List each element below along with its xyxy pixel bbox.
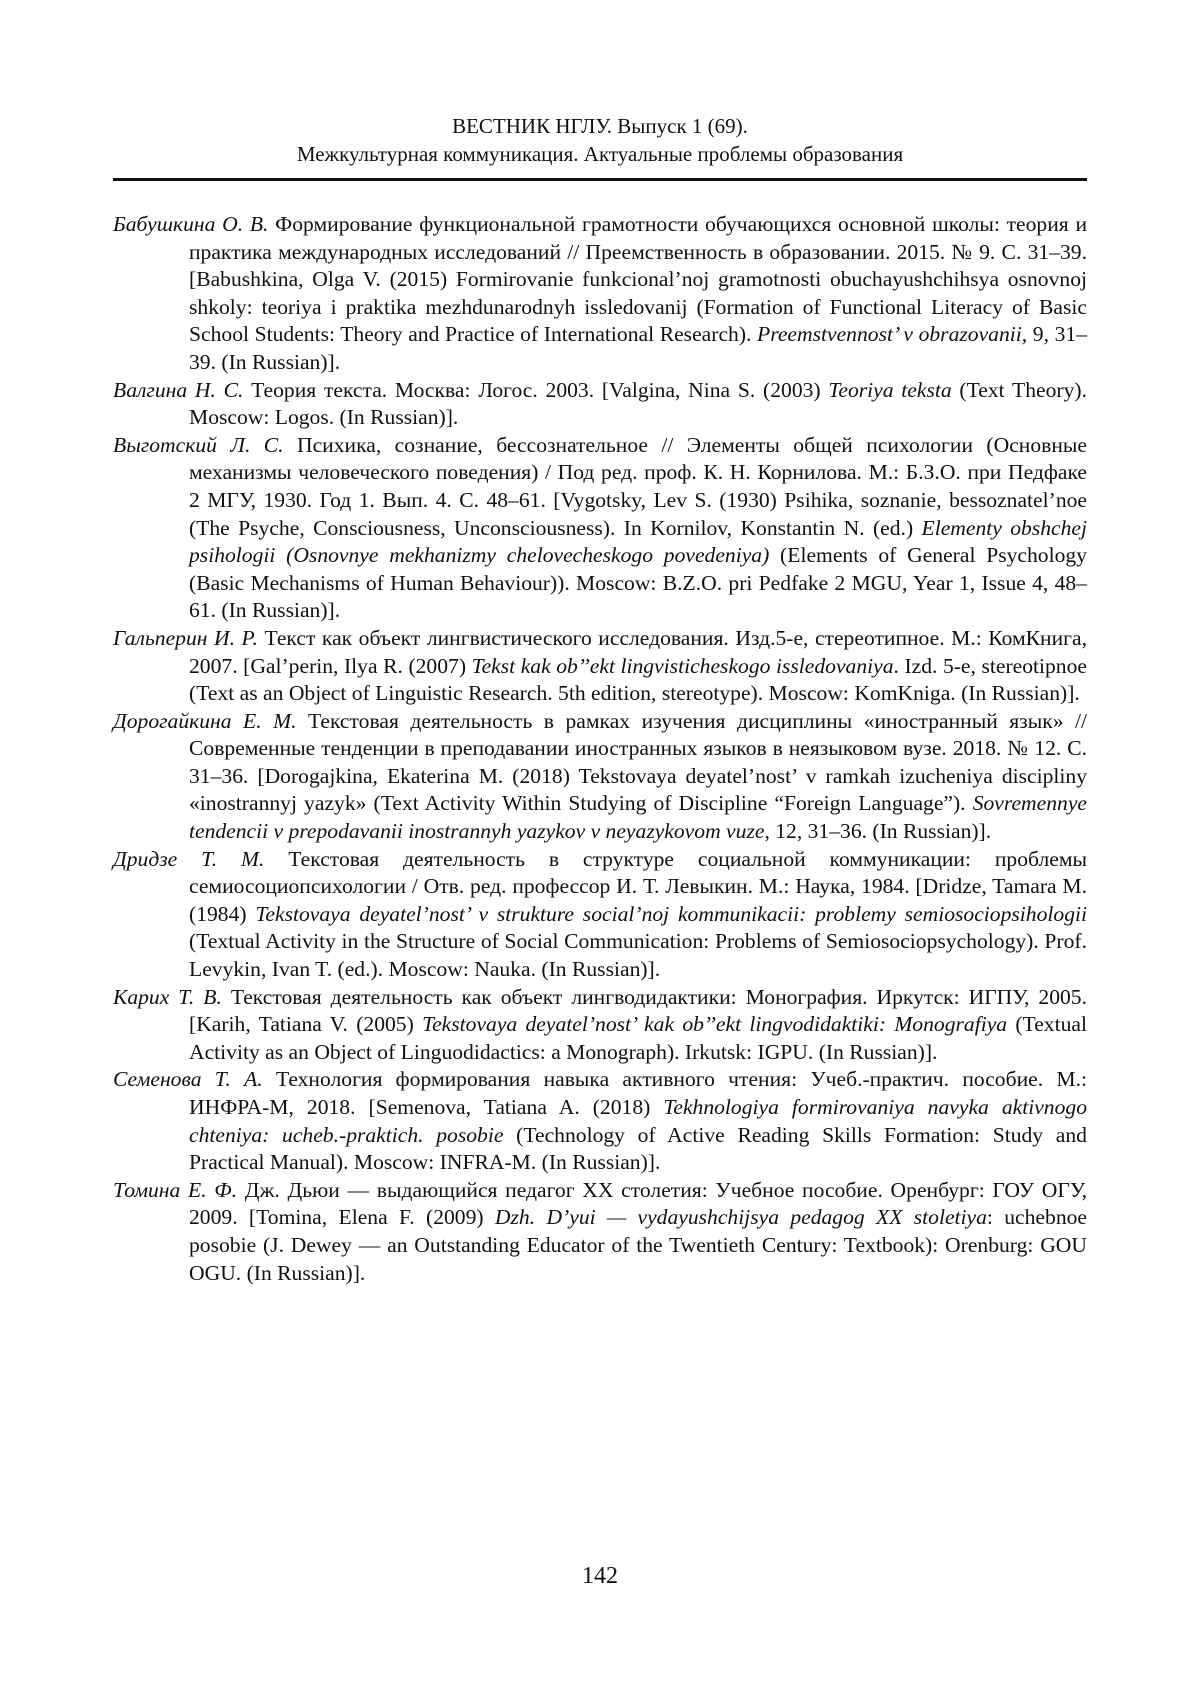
reference-author: Семенова Т. А.	[113, 1067, 263, 1092]
reference-text: Технология формирования навыка активного чтения: Учеб.-практич. пособие. М.: ИНФРА-М, 2018. [Semenova, Tatiana A. (2018)	[189, 1067, 1087, 1119]
page-number: 142	[582, 1563, 618, 1589]
reference-italic-title: Elementy obshchej psihologii (Osnovnye mekhanizmy chelovecheskogo povedeniya)	[189, 515, 1087, 568]
reference-author: Томина Е. Ф.	[113, 1177, 238, 1202]
reference-italic-title: Tekstovaya deyatel’nost’ kak ob’’ekt lingvodidaktiki: Monografiya	[422, 1012, 1008, 1037]
reference-text-end: (Textual Activity in the Structure of Social Communication: Problems of Semiosociopsychology). Prof. Levykin, Ivan T. (ed.). Moscow: Nauka. (In Russian)].	[189, 929, 1087, 982]
reference-author: Гальперин И. Р.	[113, 625, 258, 650]
reference-text: Текст как объект лингвистического исследования. Изд.5-е, стереотипное. М.: КомКнига, 2007. [Gal’perin, Ilya R. (2007)	[189, 625, 1087, 678]
reference-text: Психика, сознание, бессознательное // Элементы общей психологии (Основные механизмы человеческого поведения) / Под ред. проф. К. Н. Корнилова. М.: Б.З.О. при Педфаке 2 МГУ, 1930. Год 1. Вып. 4. С. 48–61. [Vygotsky, Lev S. (1930) Psihika, soznanie, bessoznatel’noe (The Psyche, Consciousness, Unconsciousness). In Kornilov, Konstantin N. (ed.)	[189, 432, 1087, 540]
reference-italic-title: Tekst kak ob’’ekt lingvisticheskogo issledovaniya	[471, 653, 894, 678]
reference-text-end: (Technology of Active Reading Skills Formation: Study and Practical Manual). Moscow: INFRA-M. (In Russian)].	[189, 1122, 1087, 1175]
reference-text-end: (Textual Activity as an Object of Linguodidactics: a Monograph). Irkutsk: IGPU. (In Russian)].	[189, 1012, 1087, 1064]
reference-text-end: (Elements of General Psychology (Basic Mechanisms of Human Behaviour)). Moscow: B.Z.O. pri Pedfake 2 MGU, Year 1, Issue 4, 48–61. (In Russian)].	[189, 543, 1087, 623]
reference-entry	[113, 432, 1087, 625]
reference-author: Выготский Л. С.	[113, 432, 284, 457]
reference-entry	[113, 211, 1087, 377]
reference-text-end: , 12, 31–36. (In Russian)].	[764, 819, 992, 844]
reference-entry	[113, 1066, 1087, 1176]
reference-text-end: , 9, 31–39. (In Russian)].	[189, 322, 1087, 374]
reference-text: Текстовая деятельность в структуре социальной коммуникации: проблемы семиосоциопсихологии / Отв. ред. профессор И. Т. Левыкин. М.: Наука, 1984. [Dridze, Tamara M. (1984)	[189, 846, 1087, 926]
reference-entry	[113, 377, 1087, 432]
reference-text-end: : uchebnoe posobie (J. Dewey — an Outstanding Educator of the Twentieth Century: Textbook): Orenburg: GOU OGU. (In Russian)].	[189, 1205, 1087, 1285]
reference-list	[113, 211, 1087, 1287]
reference-author: Дорогайкина Е. М.	[113, 708, 297, 733]
header-rule	[113, 178, 1087, 181]
reference-text: Формирование функциональной грамотности обучающихся основной школы: теория и практика международных исследований // Преемственность в образовании. 2015. № 9. С. 31–39. [Babushkina, Olga V. (2015) Formirovanie funkcional’noj gramotnosti obuchayushchihsya osnovnoj shkoly: teoriya i praktika mezhdunarodnyh issledovanij (Formation of Functional Literacy of Basic School Students: Theory and Practice of International Research).	[189, 212, 1087, 347]
reference-text-end: (Text Theory). Moscow: Logos. (In Russian)].	[189, 377, 1087, 430]
reference-text: Дж. Дьюи — выдающийся педагог ХХ столетия: Учебное пособие. Оренбург: ГОУ ОГУ, 2009. [Tomina, Elena F. (2009)	[189, 1177, 1087, 1230]
reference-entry	[113, 1177, 1087, 1287]
reference-entry	[113, 708, 1087, 846]
reference-italic-title: Preemstvennost’ v obrazovanii	[757, 322, 1022, 347]
reference-text: Текстовая деятельность как объект лингводидактики: Монография. Иркутск: ИГПУ, 2005. [Karih, Tatiana V. (2005)	[189, 984, 1087, 1037]
reference-author: Дридзе Т. М.	[113, 846, 265, 871]
reference-entry	[113, 846, 1087, 984]
reference-italic-title: Teoriya teksta	[828, 377, 952, 402]
reference-text: Текстовая деятельность в рамках изучения дисциплины «иностранный язык» // Современные тенденции в преподавании иностранных языков в неязыковом вузе. 2018. № 12. С. 31–36. [Dorogajkina, Ekaterina M. (2018) Tekstovaya deyatel’nost’ v ramkah izucheniya discipliny «inostrannyj yazyk» (Text Activity Within Studying of Discipline “Foreign Language”).	[189, 708, 1088, 816]
reference-text-end: . Izd. 5-e, stereotipnoe (Text as an Object of Linguistic Research. 5th edition, stereotype). Moscow: KomKniga. (In Russian)].	[189, 653, 1087, 706]
reference-italic-title: Dzh. D’yui — vydayushchijsya pedagog XX stoletiya	[494, 1205, 987, 1230]
reference-text: Теория текста. Москва: Логос. 2003. [Valgina, Nina S. (2003)	[243, 377, 829, 402]
reference-author: Валгина Н. С.	[113, 377, 244, 402]
reference-entry	[113, 625, 1087, 708]
reference-author: Бабушкина О. В.	[113, 212, 269, 236]
reference-entry	[113, 984, 1087, 1067]
journal-title: ВЕСТНИК НГЛУ. Выпуск 1 (69).	[452, 114, 748, 138]
reference-italic-title: Tekstovaya deyatel’nost’ v strukture social’noj kommunikacii: problemy semiosociopsihologii	[255, 901, 1087, 926]
reference-italic-title: Tekhnologiya formirovaniya navyka aktivnogo chteniya: ucheb.-praktich. posobie	[189, 1095, 1087, 1147]
journal-subtitle: Межкультурная коммуникация. Актуальные проблемы образования	[296, 142, 904, 166]
reference-author: Карих Т. В.	[113, 984, 222, 1009]
running-header	[113, 112, 1087, 168]
reference-italic-title: Sovremennye tendencii v prepodavanii inostrannyh yazykov v neyazykovom vuze	[189, 791, 1087, 844]
